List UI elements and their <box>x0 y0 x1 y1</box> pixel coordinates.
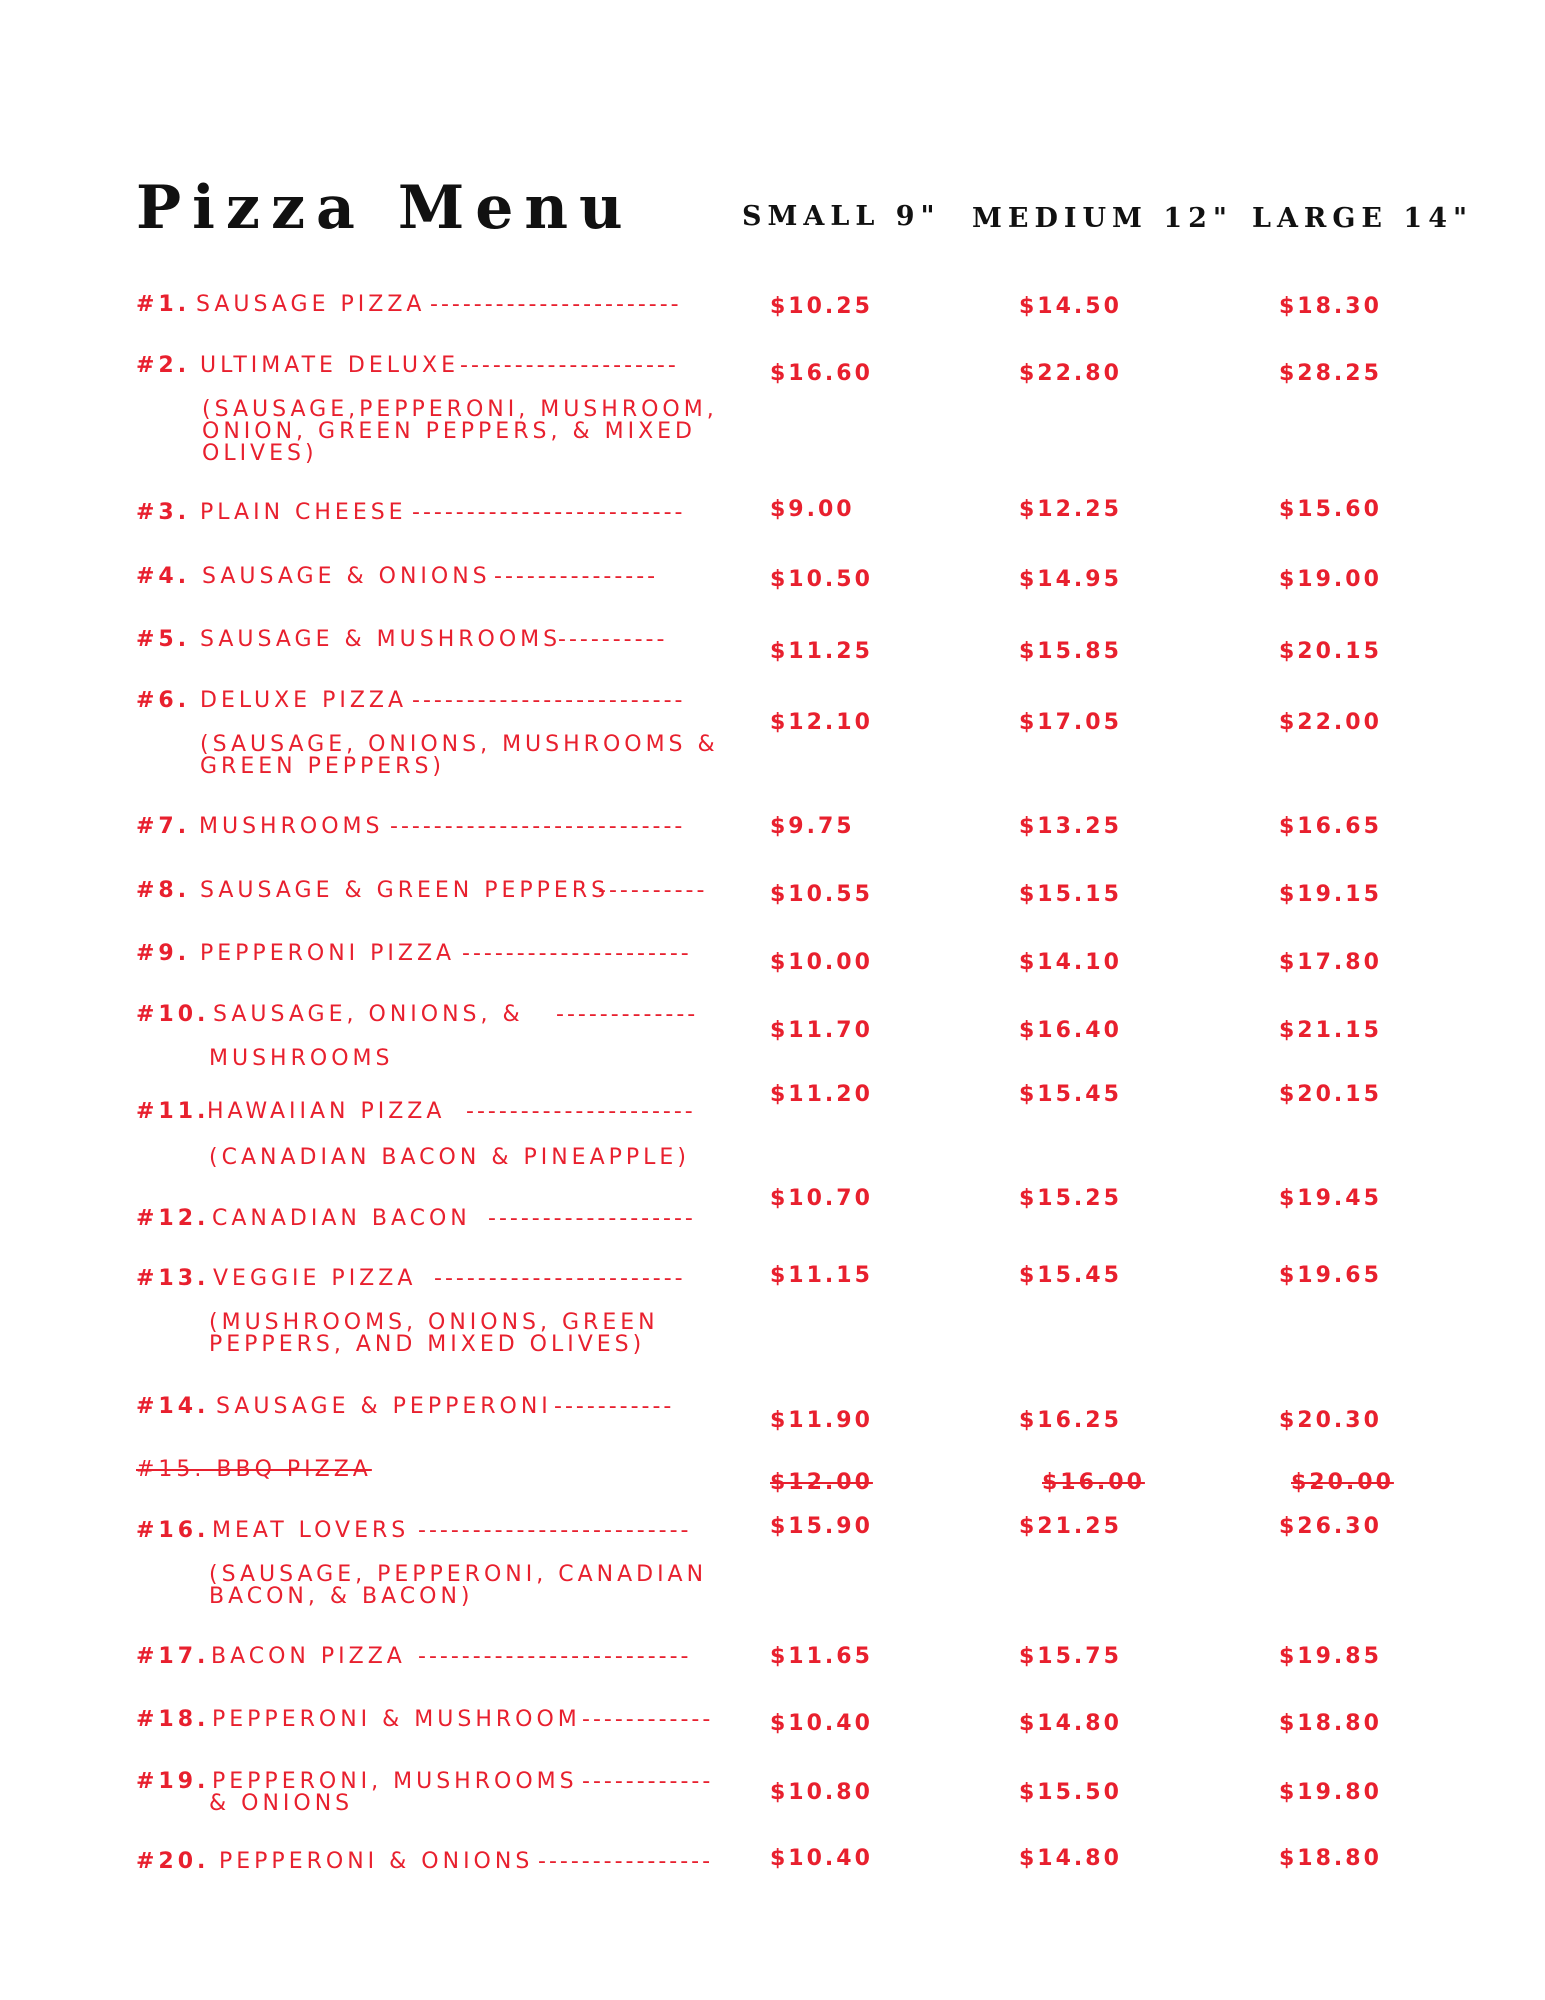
item-description: MUSHROOMS <box>209 1046 394 1071</box>
item-number: #8. <box>136 878 191 903</box>
item-number: #16. <box>136 1518 210 1543</box>
leader-dashes: ---------------- <box>538 1851 714 1873</box>
price-large: $19.45 <box>1279 1186 1382 1211</box>
price-large: $26.30 <box>1279 1514 1382 1539</box>
price-medium: $16.25 <box>1019 1408 1122 1433</box>
price-medium: $14.10 <box>1019 950 1122 975</box>
price-small: $11.15 <box>770 1263 873 1288</box>
price-large: $20.15 <box>1279 1082 1382 1107</box>
item-name: SAUSAGE & MUSHROOMS <box>200 627 562 652</box>
leader-dashes: ----------- <box>554 1396 675 1418</box>
item-number: #14. <box>136 1394 210 1419</box>
price-large: $18.30 <box>1279 294 1382 319</box>
price-medium: $14.80 <box>1019 1846 1122 1871</box>
price-small: $11.70 <box>770 1018 873 1043</box>
item-name: SAUSAGE & ONIONS <box>202 564 491 589</box>
price-medium: $22.80 <box>1019 361 1122 386</box>
price-medium: $16.00 <box>1042 1470 1145 1495</box>
price-large: $21.15 <box>1279 1018 1382 1043</box>
item-description: (SAUSAGE, ONIONS, MUSHROOMS & GREEN PEPPERS) <box>200 732 719 779</box>
item-number: #12. <box>136 1206 210 1231</box>
item-number: #15. BBQ PIZZA <box>136 1457 372 1482</box>
price-medium: $14.95 <box>1019 567 1122 592</box>
item-description: (MUSHROOMS, ONIONS, GREEN PEPPERS, AND MIXED OLIVES) <box>209 1310 659 1357</box>
column-header-large: LARGE 14" <box>1252 203 1474 234</box>
leader-dashes: ------------------------- <box>412 502 686 524</box>
leader-dashes: ------------- <box>556 1004 699 1026</box>
price-small: $16.60 <box>770 361 873 386</box>
price-large: $22.00 <box>1279 710 1382 735</box>
item-number: #11. <box>136 1099 210 1124</box>
item-number: #4. <box>136 564 191 589</box>
item-name: SAUSAGE & PEPPERONI <box>216 1394 552 1419</box>
price-small: $9.00 <box>770 497 855 522</box>
price-large: $16.65 <box>1279 814 1382 839</box>
item-name: DELUXE PIZZA <box>200 688 408 713</box>
item-number: #3. <box>136 500 191 525</box>
item-name: ULTIMATE DELUXE <box>200 353 459 378</box>
price-large: $28.25 <box>1279 361 1382 386</box>
column-header-medium: MEDIUM 12" <box>972 203 1233 234</box>
price-small: $9.75 <box>770 814 855 839</box>
price-small: $12.00 <box>770 1470 873 1495</box>
leader-dashes: --------------------------- <box>390 816 686 838</box>
price-small: $10.55 <box>770 882 873 907</box>
item-number: #18. <box>136 1707 210 1732</box>
price-medium: $14.80 <box>1019 1711 1122 1736</box>
price-large: $19.85 <box>1279 1644 1382 1669</box>
item-number: #2. <box>136 353 191 378</box>
price-large: $20.00 <box>1291 1470 1394 1495</box>
price-large: $20.15 <box>1279 639 1382 664</box>
item-name: VEGGIE PIZZA <box>213 1266 417 1291</box>
leader-dashes: ------------ <box>582 1771 714 1793</box>
item-number: #13. <box>136 1266 210 1291</box>
price-large: $18.80 <box>1279 1846 1382 1871</box>
price-large: $20.30 <box>1279 1408 1382 1433</box>
price-medium: $14.50 <box>1019 294 1122 319</box>
item-name: BACON PIZZA <box>211 1644 406 1669</box>
item-name: PEPPERONI PIZZA <box>200 941 456 966</box>
item-number: #17. <box>136 1644 210 1669</box>
leader-dashes: ----------------------- <box>434 1268 686 1290</box>
leader-dashes: ------------ <box>582 1709 714 1731</box>
item-number: #5. <box>136 627 191 652</box>
item-name: HAWAIIAN PIZZA <box>207 1099 446 1124</box>
price-large: $19.00 <box>1279 567 1382 592</box>
item-number: #6. <box>136 688 191 713</box>
price-medium: $15.75 <box>1019 1644 1122 1669</box>
price-medium: $15.45 <box>1019 1263 1122 1288</box>
price-small: $11.20 <box>770 1082 873 1107</box>
item-name: PLAIN CHEESE <box>200 500 407 525</box>
price-large: $19.80 <box>1279 1780 1382 1805</box>
leader-dashes: --------------- <box>494 566 659 588</box>
price-small: $10.25 <box>770 294 873 319</box>
price-medium: $21.25 <box>1019 1514 1122 1539</box>
price-medium: $13.25 <box>1019 814 1122 839</box>
column-header-small: SMALL 9" <box>742 201 941 232</box>
price-small: $10.40 <box>770 1711 873 1736</box>
item-name: MEAT LOVERS <box>212 1518 410 1543</box>
leader-dashes: --------------------- <box>466 1101 696 1123</box>
price-large: $19.15 <box>1279 882 1382 907</box>
leader-dashes: ---------- <box>598 880 708 902</box>
item-name: MUSHROOMS <box>199 814 384 839</box>
price-medium: $12.25 <box>1019 497 1122 522</box>
price-medium: $16.40 <box>1019 1018 1122 1043</box>
item-name: SAUSAGE & GREEN PEPPERS <box>200 878 610 903</box>
price-small: $10.80 <box>770 1780 873 1805</box>
item-name: PEPPERONI & ONIONS <box>219 1849 534 1874</box>
leader-dashes: ------------------------- <box>412 690 686 712</box>
leader-dashes: --------------------- <box>462 943 692 965</box>
price-medium: $15.50 <box>1019 1780 1122 1805</box>
item-number: #7. <box>136 814 191 839</box>
price-small: $11.65 <box>770 1644 873 1669</box>
item-number: #20. <box>136 1849 210 1874</box>
leader-dashes: ----------------------- <box>430 294 682 316</box>
price-medium: $15.15 <box>1019 882 1122 907</box>
price-small: $10.70 <box>770 1186 873 1211</box>
price-large: $19.65 <box>1279 1263 1382 1288</box>
leader-dashes: ------------------- <box>488 1208 696 1230</box>
price-medium: $15.45 <box>1019 1082 1122 1107</box>
item-description: (SAUSAGE, PEPPERONI, CANADIAN BACON, & BACON) <box>209 1562 708 1609</box>
leader-dashes: ------------------------- <box>418 1646 692 1668</box>
item-name: SAUSAGE, ONIONS, & <box>213 1002 524 1027</box>
price-large: $17.80 <box>1279 950 1382 975</box>
price-small: $11.25 <box>770 639 873 664</box>
item-description: (SAUSAGE,PEPPERONI, MUSHROOM, ONION, GREEN PEPPERS, & MIXED OLIVES) <box>202 397 718 466</box>
item-name: CANADIAN BACON <box>212 1206 471 1231</box>
item-description: & ONIONS <box>209 1791 354 1816</box>
item-name: SAUSAGE PIZZA <box>196 292 426 317</box>
leader-dashes: ------------------------- <box>418 1520 692 1542</box>
price-small: $10.00 <box>770 950 873 975</box>
item-description: (CANADIAN BACON & PINEAPPLE) <box>209 1145 690 1170</box>
price-medium: $15.85 <box>1019 639 1122 664</box>
item-number: #10. <box>136 1002 210 1027</box>
price-small: $10.40 <box>770 1846 873 1871</box>
page-title: Pizza Menu <box>136 173 634 243</box>
item-name: PEPPERONI & MUSHROOM <box>212 1707 581 1732</box>
leader-dashes: -------------------- <box>460 355 679 377</box>
price-small: $10.50 <box>770 567 873 592</box>
price-large: $15.60 <box>1279 497 1382 522</box>
price-medium: $15.25 <box>1019 1186 1122 1211</box>
price-small: $11.90 <box>770 1408 873 1433</box>
item-number: #19. <box>136 1769 210 1794</box>
price-large: $18.80 <box>1279 1711 1382 1736</box>
price-small: $15.90 <box>770 1514 873 1539</box>
leader-dashes: ---------- <box>558 629 668 651</box>
item-name: PEPPERONI, MUSHROOMS <box>212 1769 578 1794</box>
item-number: #1. <box>136 292 191 317</box>
price-medium: $17.05 <box>1019 710 1122 735</box>
item-number: #9. <box>136 941 191 966</box>
price-small: $12.10 <box>770 710 873 735</box>
